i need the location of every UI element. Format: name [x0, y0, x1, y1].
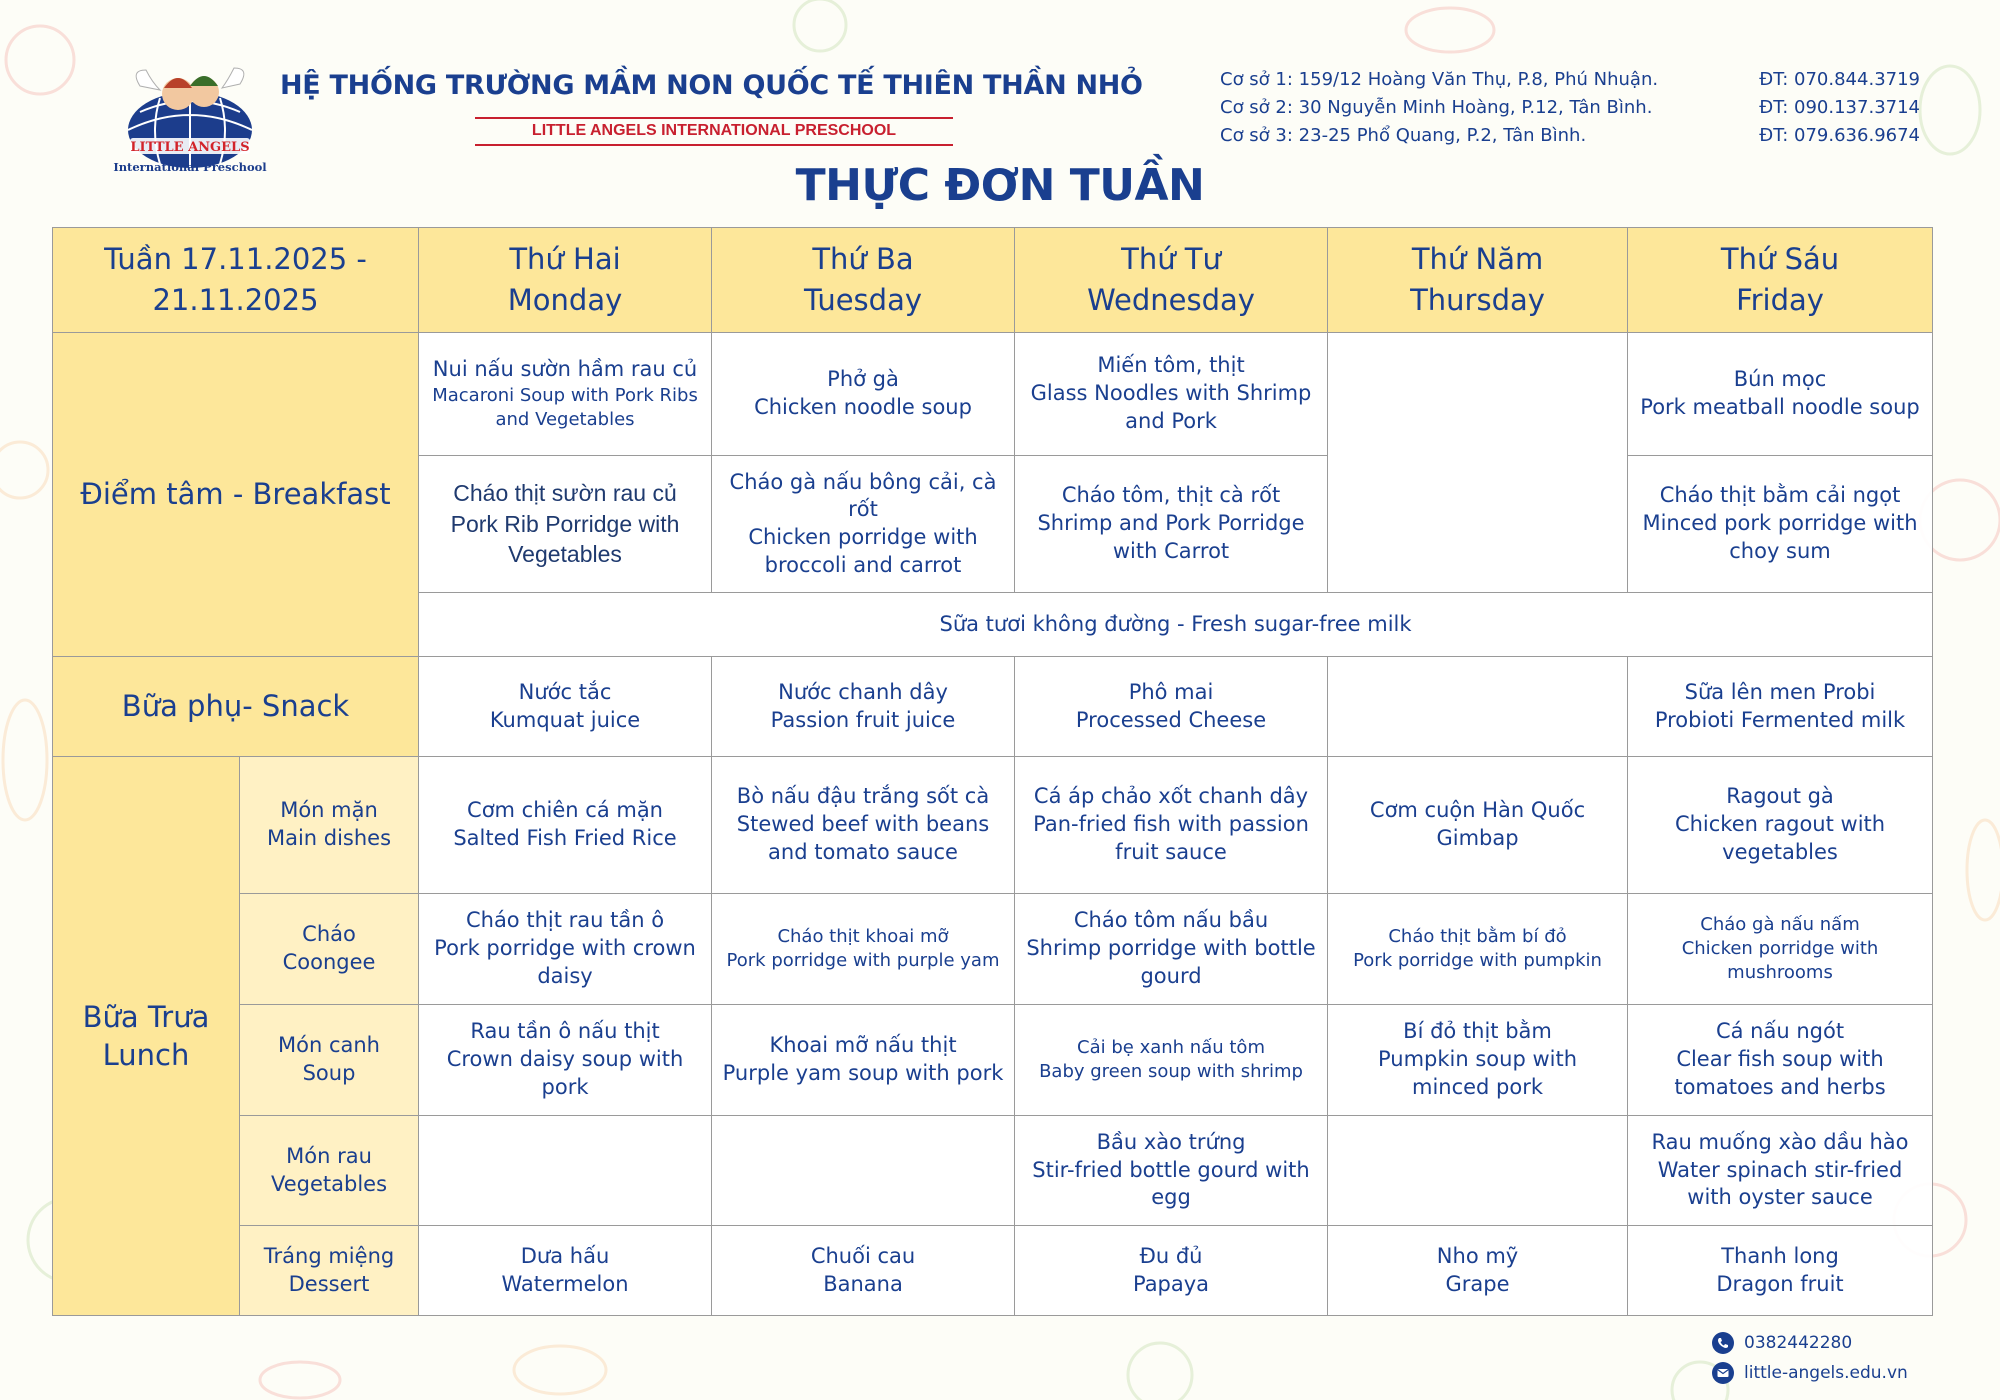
snack-thursday — [1328, 657, 1628, 757]
day-header-thursday: Thứ Năm Thursday — [1328, 228, 1628, 333]
svg-text:International Preschool: International Preschool — [113, 160, 267, 174]
lunch-congee-thursday: Cháo thịt bằm bí đỏ Pork porridge with pumpkin — [1328, 894, 1628, 1005]
lunch-main-monday: Cơm chiên cá mặn Salted Fish Fried Rice — [419, 757, 712, 894]
week-range-cell: Tuần 17.11.2025 - 21.11.2025 — [53, 228, 419, 333]
lunch-vegetables-wednesday: Bầu xào trứng Stir-fried bottle gourd with egg — [1015, 1116, 1328, 1226]
lunch-soup-monday: Rau tần ô nấu thịt Crown daisy soup with pork — [419, 1005, 712, 1116]
day-header-tuesday: Thứ Ba Tuesday — [712, 228, 1015, 333]
lunch-soup-tuesday: Khoai mỡ nấu thịt Purple yam soup with pork — [712, 1005, 1015, 1116]
page-title: THỰC ĐƠN TUẦN — [795, 160, 1205, 211]
school-name: HỆ THỐNG TRƯỜNG MẦM NON QUỐC TẾ THIÊN THẦN NHỎ — [280, 70, 1143, 101]
footer-contact — [1712, 1328, 1972, 1388]
lunch-dessert-thursday: Nho mỹ Grape — [1328, 1226, 1628, 1316]
email-icon — [1712, 1362, 1734, 1384]
lunch-vegetables-monday — [419, 1116, 712, 1226]
weekly-menu-table — [52, 227, 1933, 1316]
snack-wednesday: Phô mai Processed Cheese — [1015, 657, 1328, 757]
lunch-vegetables-tuesday — [712, 1116, 1015, 1226]
breakfast-monday-1: Nui nấu sườn hầm rau củ Macaroni Soup with Pork Ribs and Vegetables — [419, 333, 712, 456]
lunch-soup-friday: Cá nấu ngót Clear fish soup with tomatoes and herbs — [1628, 1005, 1933, 1116]
snack-friday: Sữa lên men Probi Probioti Fermented milk — [1628, 657, 1933, 757]
breakfast-thursday — [1328, 333, 1628, 593]
day-header-wednesday: Thứ Tư Wednesday — [1015, 228, 1328, 333]
snack-monday: Nước tắc Kumquat juice — [419, 657, 712, 757]
title-divider-bottom — [475, 144, 953, 146]
lunch-main-tuesday: Bò nấu đậu trắng sốt cà Stewed beef with beans and tomato sauce — [712, 757, 1015, 894]
breakfast-tuesday-1: Phở gà Chicken noodle soup — [712, 333, 1015, 456]
svg-text:LITTLE ANGELS: LITTLE ANGELS — [130, 140, 250, 155]
lunch-dessert-tuesday: Chuối cau Banana — [712, 1226, 1015, 1316]
lunch-main-friday: Ragout gà Chicken ragout with vegetables — [1628, 757, 1933, 894]
breakfast-monday-2: Cháo thịt sườn rau củ Pork Rib Porridge with Vegetables — [419, 456, 712, 593]
section-breakfast: Điểm tâm - Breakfast — [53, 333, 419, 657]
breakfast-milk: Sữa tươi không đường - Fresh sugar-free milk — [419, 593, 1933, 657]
school-logo — [100, 30, 280, 180]
lunch-dessert-monday: Dưa hấu Watermelon — [419, 1226, 712, 1316]
campus-row: Cơ sở 1: 159/12 Hoàng Văn Thụ, P.8, Phú Nhuận. ĐT: 070.844.3719 — [1220, 69, 1920, 90]
breakfast-wednesday-2: Cháo tôm, thịt cà rốt Shrimp and Pork Porridge with Carrot — [1015, 456, 1328, 593]
lunch-vegetables-friday: Rau muống xào dầu hào Water spinach stir-fried with oyster sauce — [1628, 1116, 1933, 1226]
campus-row: Cơ sở 2: 30 Nguyễn Minh Hoàng, P.12, Tân Bình. ĐT: 090.137.3714 — [1220, 97, 1920, 118]
lunch-congee-tuesday: Cháo thịt khoai mỡ Pork porridge with purple yam — [712, 894, 1015, 1005]
lunch-vegetables-thursday — [1328, 1116, 1628, 1226]
campus-row: Cơ sở 3: 23-25 Phổ Quang, P.2, Tân Bình. ĐT: 079.636.9674 — [1220, 125, 1920, 146]
footer-phone[interactable]: 0382442280 — [1712, 1328, 1972, 1358]
lunch-category-dessert: Tráng miệng Dessert — [240, 1226, 419, 1316]
lunch-main-wednesday: Cá áp chảo xốt chanh dây Pan-fried fish with passion fruit sauce — [1015, 757, 1328, 894]
school-name-english: LITTLE ANGELS INTERNATIONAL PRESCHOOL — [531, 122, 897, 139]
breakfast-friday-1: Bún mọc Pork meatball noodle soup — [1628, 333, 1933, 456]
snack-tuesday: Nước chanh dây Passion fruit juice — [712, 657, 1015, 757]
breakfast-wednesday-1: Miến tôm, thịt Glass Noodles with Shrimp and Pork — [1015, 333, 1328, 456]
lunch-soup-wednesday: Cải bẹ xanh nấu tôm Baby green soup with shrimp — [1015, 1005, 1328, 1116]
lunch-dessert-friday: Thanh long Dragon fruit — [1628, 1226, 1933, 1316]
lunch-congee-wednesday: Cháo tôm nấu bầu Shrimp porridge with bottle gourd — [1015, 894, 1328, 1005]
lunch-congee-monday: Cháo thịt rau tần ô Pork porridge with crown daisy — [419, 894, 712, 1005]
lunch-category-congee: Cháo Coongee — [240, 894, 419, 1005]
lunch-soup-thursday: Bí đỏ thịt bằm Pumpkin soup with minced pork — [1328, 1005, 1628, 1116]
day-header-friday: Thứ Sáu Friday — [1628, 228, 1933, 333]
day-header-monday: Thứ Hai Monday — [419, 228, 712, 333]
lunch-category-vegetables: Món rau Vegetables — [240, 1116, 419, 1226]
campus-list — [1220, 66, 1920, 150]
phone-icon — [1712, 1332, 1734, 1354]
lunch-dessert-wednesday: Đu đủ Papaya — [1015, 1226, 1328, 1316]
breakfast-friday-2: Cháo thịt bằm cải ngọt Minced pork porridge with choy sum — [1628, 456, 1933, 593]
lunch-main-thursday: Cơm cuộn Hàn Quốc Gimbap — [1328, 757, 1628, 894]
footer-website[interactable]: little-angels.edu.vn — [1712, 1358, 1972, 1388]
breakfast-tuesday-2: Cháo gà nấu bông cải, cà rốt Chicken porridge with broccoli and carrot — [712, 456, 1015, 593]
title-divider-top — [475, 117, 953, 119]
lunch-congee-friday: Cháo gà nấu nấm Chicken porridge with mushrooms — [1628, 894, 1933, 1005]
section-lunch: Bữa Trưa Lunch — [53, 757, 240, 1316]
section-snack: Bữa phụ- Snack — [53, 657, 419, 757]
lunch-category-soup: Món canh Soup — [240, 1005, 419, 1116]
lunch-category-main: Món mặn Main dishes — [240, 757, 419, 894]
